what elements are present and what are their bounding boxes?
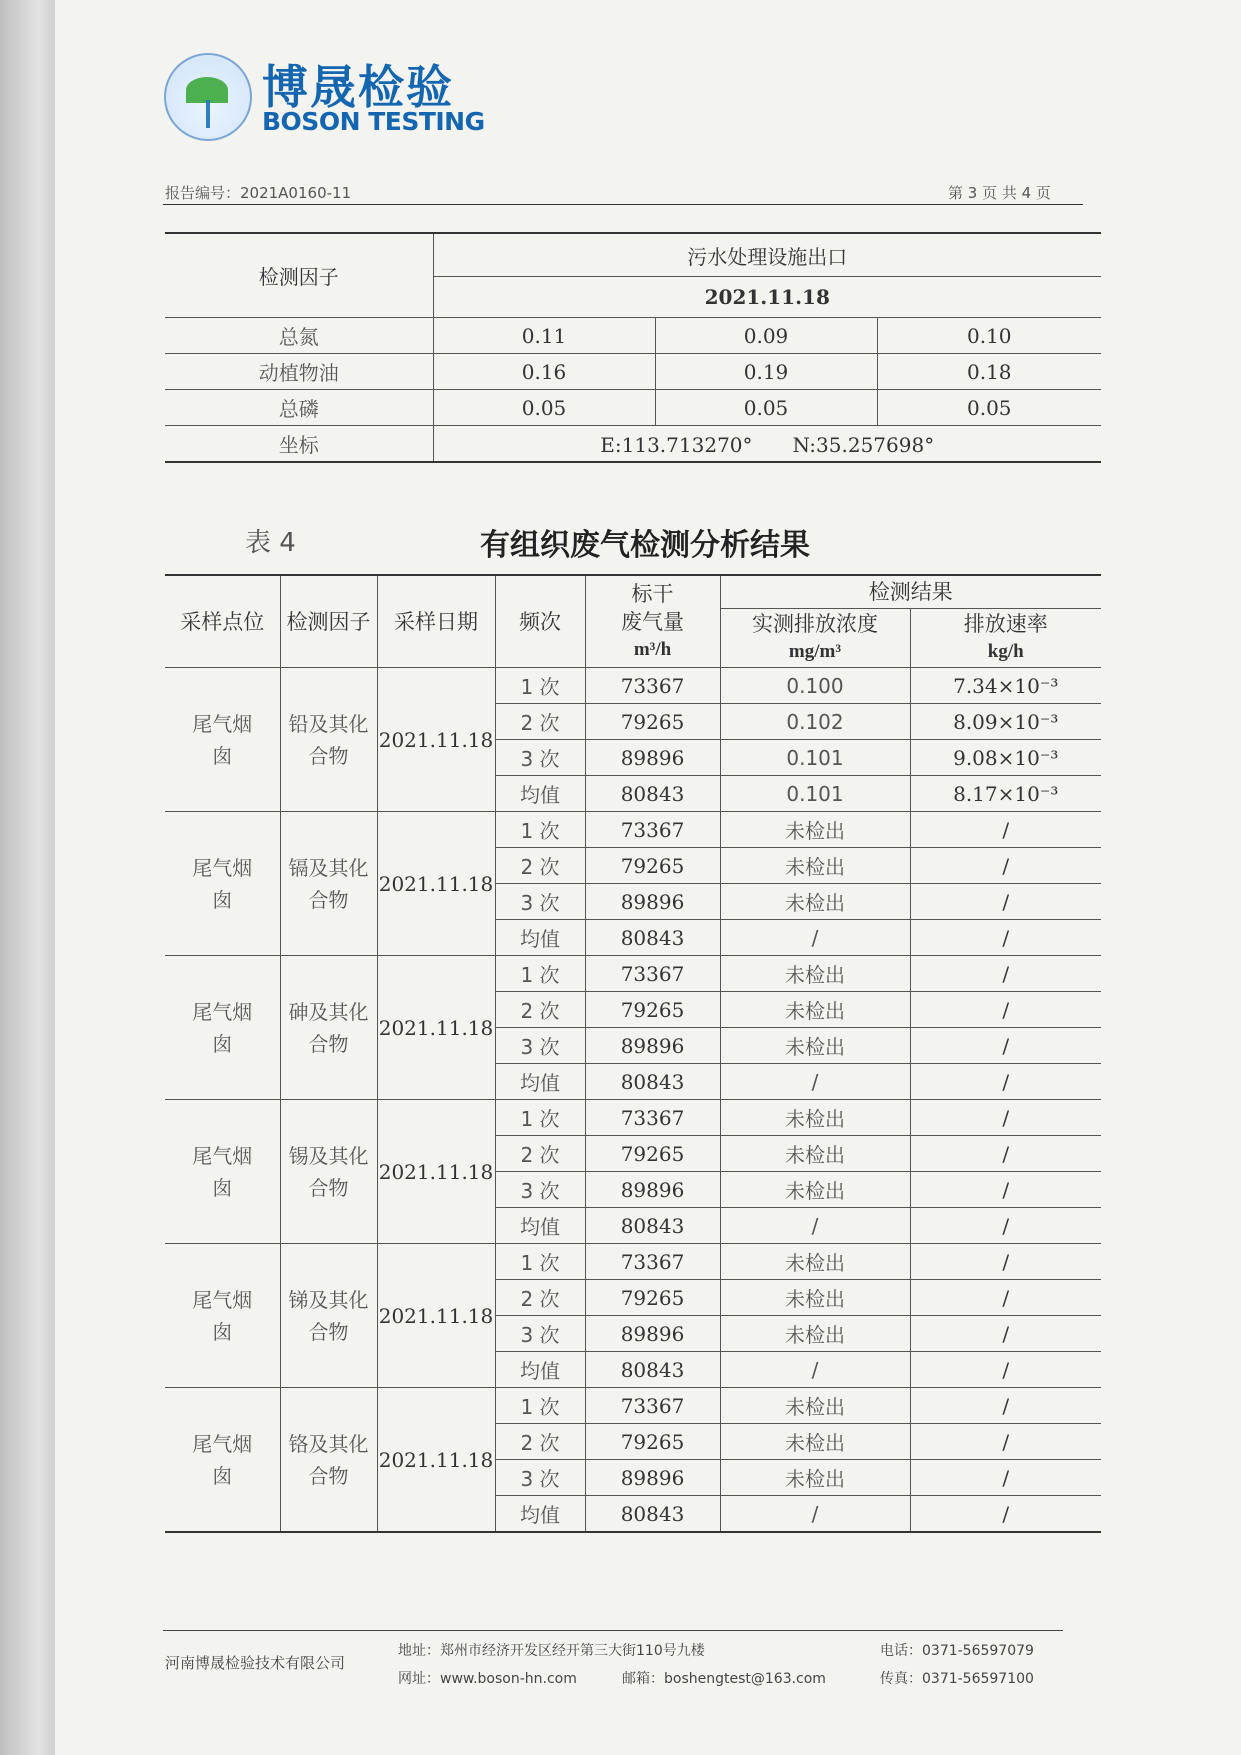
frequency-cell: 2 次 <box>495 848 585 884</box>
flow-cell: 79265 <box>585 992 720 1028</box>
table-row <box>165 1244 1101 1280</box>
concentration-cell: / <box>720 1496 910 1533</box>
coordinate-label: 坐标 <box>165 426 433 463</box>
sampling-point: 尾气烟囱 <box>165 812 280 956</box>
concentration-cell: 未检出 <box>720 1316 910 1352</box>
concentration-cell: 0.102 <box>720 704 910 740</box>
header-flow-line2: 废气量 <box>621 609 684 634</box>
value-cell: 0.10 <box>877 318 1101 354</box>
rate-cell: / <box>910 992 1101 1028</box>
concentration-cell: / <box>720 920 910 956</box>
frequency-cell: 均值 <box>495 920 585 956</box>
table-row <box>165 812 1101 848</box>
concentration-cell: 未检出 <box>720 848 910 884</box>
frequency-cell: 1 次 <box>495 1244 585 1280</box>
header-point: 采样点位 <box>165 575 280 668</box>
flow-cell: 79265 <box>585 1424 720 1460</box>
flow-cell: 80843 <box>585 1496 720 1533</box>
factor-name: 动植物油 <box>165 354 433 390</box>
value-cell: 0.18 <box>877 354 1101 390</box>
rate-cell: / <box>910 1136 1101 1172</box>
logo-chinese-name: 博晟检验 <box>262 60 454 114</box>
table-row <box>165 1388 1101 1424</box>
flow-cell: 89896 <box>585 884 720 920</box>
value-cell: 0.16 <box>433 354 655 390</box>
footer-company: 河南博晟检验技术有限公司 <box>165 1654 346 1672</box>
frequency-cell: 2 次 <box>495 992 585 1028</box>
table-title: 有组织废气检测分析结果 <box>480 528 810 563</box>
concentration-cell: / <box>720 1064 910 1100</box>
detection-factor: 砷及其化合物 <box>280 956 377 1100</box>
sampling-date: 2021.11.18 <box>377 812 495 956</box>
table-row <box>165 390 1101 426</box>
frequency-cell: 1 次 <box>495 1388 585 1424</box>
rate-cell: / <box>910 1424 1101 1460</box>
rate-cell: 9.08×10⁻³ <box>910 740 1101 776</box>
table-row <box>165 668 1101 704</box>
logo-english-name: BOSON TESTING <box>262 107 485 136</box>
value-cell: 0.05 <box>655 390 877 426</box>
concentration-cell: 未检出 <box>720 1280 910 1316</box>
flow-cell: 80843 <box>585 1064 720 1100</box>
concentration-cell: 0.100 <box>720 668 910 704</box>
header-flow-unit: m³/h <box>633 638 672 660</box>
flow-cell: 79265 <box>585 1136 720 1172</box>
flow-cell: 80843 <box>585 776 720 812</box>
frequency-cell: 均值 <box>495 1352 585 1388</box>
table-row <box>165 426 1101 463</box>
concentration-cell: 未检出 <box>720 1028 910 1064</box>
company-logo <box>158 45 498 140</box>
footer-website: 网址：www.boson-hn.com <box>398 1671 577 1687</box>
header-frequency: 频次 <box>495 575 585 668</box>
frequency-cell: 3 次 <box>495 1028 585 1064</box>
value-cell: 0.11 <box>433 318 655 354</box>
frequency-cell: 均值 <box>495 1064 585 1100</box>
rate-cell: / <box>910 1244 1101 1280</box>
header-factor: 检测因子 <box>280 575 377 668</box>
water-results-table <box>165 232 1101 463</box>
rate-cell: / <box>910 920 1101 956</box>
concentration-cell: 未检出 <box>720 1136 910 1172</box>
sampling-date: 2021.11.18 <box>377 1388 495 1533</box>
header-flow-line1: 标干 <box>631 581 674 606</box>
header-rate <box>910 609 1101 668</box>
concentration-cell: / <box>720 1352 910 1388</box>
concentration-cell: 0.101 <box>720 740 910 776</box>
flow-cell: 73367 <box>585 1100 720 1136</box>
value-cell: 0.19 <box>655 354 877 390</box>
rate-cell: 8.09×10⁻³ <box>910 704 1101 740</box>
rate-cell: / <box>910 1460 1101 1496</box>
concentration-cell: 未检出 <box>720 812 910 848</box>
flow-cell: 89896 <box>585 740 720 776</box>
footer-telephone: 电话：0371-56597079 <box>880 1643 1034 1659</box>
factor-header: 检测因子 <box>165 233 433 318</box>
header-divider <box>163 204 1083 205</box>
footer-address: 地址：郑州市经济开发区经开第三大街110号九楼 <box>398 1643 705 1659</box>
rate-cell: / <box>910 1352 1101 1388</box>
flow-cell: 79265 <box>585 848 720 884</box>
header-results: 检测结果 <box>720 575 1101 609</box>
concentration-cell: 0.101 <box>720 776 910 812</box>
rate-cell: / <box>910 956 1101 992</box>
sampling-date: 2021.11.18 <box>377 1100 495 1244</box>
detection-factor: 铬及其化合物 <box>280 1388 377 1533</box>
detection-factor: 镉及其化合物 <box>280 812 377 956</box>
frequency-cell: 2 次 <box>495 1424 585 1460</box>
concentration-cell: 未检出 <box>720 1424 910 1460</box>
frequency-cell: 1 次 <box>495 812 585 848</box>
table-number: 表 4 <box>245 528 296 558</box>
flow-cell: 73367 <box>585 812 720 848</box>
flow-cell: 79265 <box>585 1280 720 1316</box>
frequency-cell: 3 次 <box>495 740 585 776</box>
location-header: 污水处理设施出口 <box>433 233 1101 277</box>
flow-cell: 89896 <box>585 1172 720 1208</box>
date-header: 2021.11.18 <box>433 277 1101 318</box>
sampling-point: 尾气烟囱 <box>165 1244 280 1388</box>
header-date: 采样日期 <box>377 575 495 668</box>
frequency-cell: 1 次 <box>495 956 585 992</box>
factor-name: 总磷 <box>165 390 433 426</box>
flow-cell: 80843 <box>585 1352 720 1388</box>
rate-cell: 8.17×10⁻³ <box>910 776 1101 812</box>
sampling-date: 2021.11.18 <box>377 668 495 812</box>
report-number: 报告编号：2021A0160-11 <box>165 184 352 202</box>
frequency-cell: 1 次 <box>495 668 585 704</box>
sampling-point: 尾气烟囱 <box>165 668 280 812</box>
header-concentration-unit: mg/m³ <box>788 641 842 662</box>
frequency-cell: 3 次 <box>495 1460 585 1496</box>
table-row <box>165 1100 1101 1136</box>
footer-divider <box>163 1630 1063 1631</box>
concentration-cell: 未检出 <box>720 956 910 992</box>
rate-cell: 7.34×10⁻³ <box>910 668 1101 704</box>
rate-cell: / <box>910 1064 1101 1100</box>
rate-cell: / <box>910 884 1101 920</box>
rate-cell: / <box>910 848 1101 884</box>
concentration-cell: 未检出 <box>720 1388 910 1424</box>
footer-email: 邮箱：boshengtest@163.com <box>622 1671 826 1687</box>
table-row <box>165 318 1101 354</box>
frequency-cell: 3 次 <box>495 884 585 920</box>
flow-cell: 73367 <box>585 668 720 704</box>
frequency-cell: 均值 <box>495 776 585 812</box>
rate-cell: / <box>910 812 1101 848</box>
flow-cell: 79265 <box>585 704 720 740</box>
concentration-cell: 未检出 <box>720 1100 910 1136</box>
table-row <box>165 956 1101 992</box>
flow-cell: 73367 <box>585 1388 720 1424</box>
table-row <box>165 354 1101 390</box>
header-rate-unit: kg/h <box>987 641 1024 662</box>
value-cell: 0.05 <box>877 390 1101 426</box>
coordinate-value: E:113.713270° N:35.257698° <box>433 426 1101 463</box>
frequency-cell: 3 次 <box>495 1172 585 1208</box>
concentration-cell: 未检出 <box>720 1172 910 1208</box>
frequency-cell: 3 次 <box>495 1316 585 1352</box>
binding-spine <box>0 0 55 1755</box>
flow-cell: 89896 <box>585 1460 720 1496</box>
header-flow <box>585 575 720 668</box>
rate-cell: / <box>910 1496 1101 1533</box>
rate-cell: / <box>910 1316 1101 1352</box>
frequency-cell: 2 次 <box>495 704 585 740</box>
rate-cell: / <box>910 1280 1101 1316</box>
frequency-cell: 2 次 <box>495 1280 585 1316</box>
rate-cell: / <box>910 1172 1101 1208</box>
value-cell: 0.05 <box>433 390 655 426</box>
flow-cell: 73367 <box>585 1244 720 1280</box>
detection-factor: 锡及其化合物 <box>280 1100 377 1244</box>
value-cell: 0.09 <box>655 318 877 354</box>
flow-cell: 80843 <box>585 1208 720 1244</box>
rate-cell: / <box>910 1388 1101 1424</box>
factor-name: 总氮 <box>165 318 433 354</box>
sampling-date: 2021.11.18 <box>377 1244 495 1388</box>
frequency-cell: 2 次 <box>495 1136 585 1172</box>
page-indicator: 第 3 页 共 4 页 <box>948 184 1051 202</box>
detection-factor: 铅及其化合物 <box>280 668 377 812</box>
emission-results-table <box>165 574 1101 1533</box>
rate-cell: / <box>910 1028 1101 1064</box>
concentration-cell: 未检出 <box>720 884 910 920</box>
rate-cell: / <box>910 1100 1101 1136</box>
frequency-cell: 1 次 <box>495 1100 585 1136</box>
concentration-cell: 未检出 <box>720 1460 910 1496</box>
concentration-cell: 未检出 <box>720 992 910 1028</box>
header-concentration <box>720 609 910 668</box>
sampling-point: 尾气烟囱 <box>165 1388 280 1533</box>
flow-cell: 89896 <box>585 1316 720 1352</box>
detection-factor: 锑及其化合物 <box>280 1244 377 1388</box>
frequency-cell: 均值 <box>495 1496 585 1533</box>
header-rate-label: 排放速率 <box>963 612 1048 636</box>
sampling-point: 尾气烟囱 <box>165 1100 280 1244</box>
sampling-point: 尾气烟囱 <box>165 956 280 1100</box>
concentration-cell: 未检出 <box>720 1244 910 1280</box>
flow-cell: 73367 <box>585 956 720 992</box>
concentration-cell: / <box>720 1208 910 1244</box>
logo-emblem-icon <box>164 53 252 141</box>
sampling-date: 2021.11.18 <box>377 956 495 1100</box>
flow-cell: 89896 <box>585 1028 720 1064</box>
flow-cell: 80843 <box>585 920 720 956</box>
frequency-cell: 均值 <box>495 1208 585 1244</box>
rate-cell: / <box>910 1208 1101 1244</box>
footer-fax: 传真：0371-56597100 <box>880 1671 1034 1687</box>
header-concentration-label: 实测排放浓度 <box>752 612 878 636</box>
